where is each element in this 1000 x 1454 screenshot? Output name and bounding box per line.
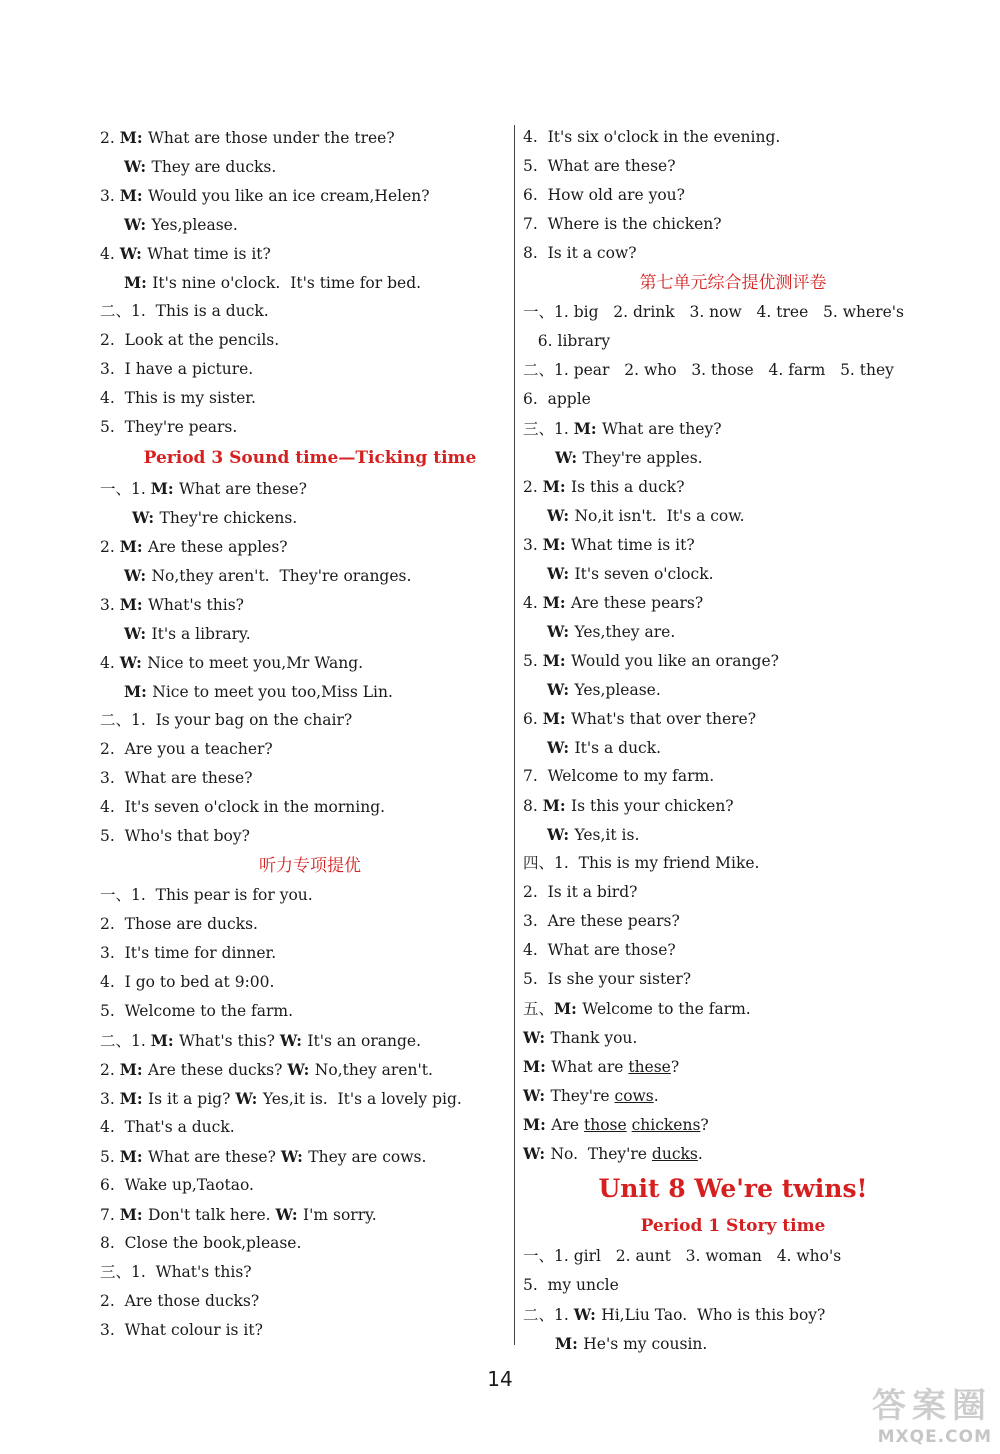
- answer-number: 一、1. girl 2. aunt 3. woman 4. who's: [523, 1247, 842, 1265]
- answer-text: What are: [551, 1058, 629, 1076]
- speaker-label: W:: [124, 624, 152, 643]
- answer-line: [100, 503, 520, 532]
- page-number: 14: [487, 1367, 513, 1391]
- answer-number: 5. Who's that boy?: [100, 827, 250, 845]
- answer-line: [100, 413, 520, 442]
- answer-line: [523, 878, 943, 907]
- underlined-answer: those: [583, 1116, 627, 1134]
- speaker-label: W:: [523, 1028, 551, 1047]
- answer-text: It's an orange.: [307, 1032, 422, 1050]
- answer-line: [100, 474, 520, 503]
- answer-text: No,it isn't. It's a cow.: [574, 507, 745, 525]
- answer-line: [523, 152, 943, 181]
- speaker-label: W:: [124, 157, 152, 176]
- answer-line: [100, 297, 520, 326]
- answer-number: 五、: [523, 1000, 555, 1018]
- answer-text: What time is it?: [571, 536, 695, 554]
- answer-line: [100, 1258, 520, 1287]
- speaker-label: W:: [124, 215, 152, 234]
- answer-number: 4. It's seven o'clock in the morning.: [100, 798, 386, 816]
- answer-number: 4. That's a duck.: [100, 1118, 235, 1136]
- speaker-label: M:: [119, 1060, 148, 1079]
- answer-text: What are these?: [179, 480, 307, 498]
- answer-text: Would you like an ice cream,Helen?: [148, 187, 430, 205]
- speaker-label: M:: [119, 537, 148, 556]
- answer-line: [523, 617, 943, 646]
- speaker-label: M:: [573, 419, 602, 438]
- answer-number: 3. What colour is it?: [100, 1321, 263, 1339]
- answer-number: 2.: [100, 538, 120, 556]
- section-heading: Period 3 Sound time—Ticking time: [143, 448, 477, 468]
- answer-line: [523, 1081, 943, 1110]
- answer-number: 3.: [100, 187, 120, 205]
- answer-line: [523, 356, 943, 385]
- answer-number: 二、1.: [100, 1032, 151, 1050]
- answer-number: 三、1. What's this?: [100, 1263, 252, 1281]
- speaker-label: W:: [287, 1060, 315, 1079]
- answer-number: 3. What are these?: [100, 769, 253, 787]
- answer-line: [100, 968, 520, 997]
- answer-text: They're chickens.: [159, 509, 298, 527]
- speaker-label: M:: [523, 1115, 552, 1134]
- speaker-label: M:: [542, 593, 571, 612]
- answer-number: 8. Is it a cow?: [523, 244, 637, 262]
- answer-number: 5. my uncle: [523, 1276, 619, 1294]
- answer-number: 7. Welcome to my farm.: [523, 767, 715, 785]
- answer-text: He's my cousin.: [583, 1335, 708, 1353]
- answer-line: [523, 1023, 943, 1052]
- answer-text: Don't talk here.: [148, 1206, 276, 1224]
- answer-text: Nice to meet you,Mr Wang.: [147, 654, 364, 672]
- answer-number: 4.: [100, 654, 120, 672]
- underlined-answer: ducks: [651, 1145, 698, 1163]
- answer-line: [523, 965, 943, 994]
- answer-number: 2. Are you a teacher?: [100, 740, 273, 758]
- answer-line: [100, 268, 520, 297]
- answer-line: [100, 1200, 520, 1229]
- answer-number: 6.: [523, 710, 543, 728]
- answer-text: Is this a duck?: [571, 478, 685, 496]
- speaker-label: W:: [547, 680, 575, 699]
- speaker-label: W:: [547, 564, 575, 583]
- answer-line: [523, 1139, 943, 1168]
- answer-line: [100, 1084, 520, 1113]
- answer-number: 四、1. This is my friend Mike.: [523, 854, 760, 872]
- speaker-label: W:: [523, 1086, 551, 1105]
- speaker-label: W:: [235, 1089, 263, 1108]
- answer-number: 2.: [100, 129, 120, 147]
- answer-line: [100, 997, 520, 1026]
- answer-text: It's a library.: [151, 625, 251, 643]
- answer-line: [523, 501, 943, 530]
- speaker-label: M:: [542, 535, 571, 554]
- answer-line: [100, 939, 520, 968]
- speaker-label: W:: [547, 825, 575, 844]
- answer-line: [100, 1316, 520, 1345]
- speaker-label: M:: [119, 595, 148, 614]
- answer-line: [523, 704, 943, 733]
- answer-line: [100, 1113, 520, 1142]
- answer-line: [523, 210, 943, 239]
- answer-number: 7.: [100, 1206, 120, 1224]
- answer-line: [100, 561, 520, 590]
- answer-number: 2. Are those ducks?: [100, 1292, 260, 1310]
- answer-line: [523, 1271, 943, 1300]
- speaker-label: M:: [542, 477, 571, 496]
- underlined-answer: chickens: [631, 1116, 701, 1134]
- answer-line: [523, 443, 943, 472]
- answer-line: [523, 1242, 943, 1271]
- speaker-label: W:: [119, 653, 148, 672]
- answer-text: ?: [670, 1058, 680, 1076]
- watermark-top: 答案圈: [872, 1386, 992, 1426]
- speaker-label: M:: [119, 1205, 148, 1224]
- right-column: [523, 123, 943, 1358]
- answer-line: [100, 764, 520, 793]
- answer-text: Would you like an orange?: [571, 652, 779, 670]
- answer-number: 2.: [523, 478, 543, 496]
- answer-number: 2. Those are ducks.: [100, 915, 258, 933]
- answer-number: 6. apple: [523, 390, 591, 408]
- answer-text: Are these pears?: [571, 594, 704, 612]
- answer-line: [523, 1110, 943, 1139]
- answer-line: [100, 1142, 520, 1171]
- speaker-label: M:: [150, 479, 179, 498]
- answer-line: [523, 907, 943, 936]
- answer-text: It's seven o'clock.: [574, 565, 714, 583]
- answer-line: [523, 762, 943, 791]
- answer-text: They're: [550, 1087, 615, 1105]
- speaker-label: W:: [555, 448, 583, 467]
- answer-text: They're apples.: [582, 449, 703, 467]
- answer-number: 二、1. This is a duck.: [100, 302, 269, 320]
- speaker-label: M:: [124, 273, 153, 292]
- answer-text: What are these?: [148, 1148, 281, 1166]
- answer-line: [523, 936, 943, 965]
- speaker-label: W:: [132, 508, 160, 527]
- answer-line: [523, 414, 943, 443]
- answer-line: [523, 791, 943, 820]
- answer-text: What are they?: [602, 420, 722, 438]
- answer-text: Yes,they are.: [574, 623, 676, 641]
- answer-text: Yes,please.: [574, 681, 661, 699]
- answer-number: 3.: [100, 1090, 120, 1108]
- answer-number: 7. Where is the chicken?: [523, 215, 722, 233]
- answer-line: [100, 1171, 520, 1200]
- answer-number: 一、1. This pear is for you.: [100, 886, 313, 904]
- answer-text: Is this your chicken?: [571, 797, 734, 815]
- answer-number: 一、1.: [100, 480, 151, 498]
- answer-line: [523, 994, 943, 1023]
- speaker-label: W:: [275, 1205, 303, 1224]
- answer-line: [523, 849, 943, 878]
- speaker-label: W:: [547, 738, 575, 757]
- answer-number: 5.: [523, 652, 543, 670]
- answer-number: 二、1. pear 2. who 3. those 4. farm 5. they: [523, 361, 894, 379]
- answer-number: 4. I go to bed at 9:00.: [100, 973, 275, 991]
- answer-text: No. They're: [550, 1145, 652, 1163]
- answer-line: [100, 1287, 520, 1316]
- speaker-label: W:: [124, 566, 152, 585]
- answer-line: [100, 1026, 520, 1055]
- answer-line: [523, 181, 943, 210]
- answer-line: [100, 355, 520, 384]
- answer-line: [100, 822, 520, 851]
- answer-number: 4.: [100, 245, 120, 263]
- answer-text: It's a duck.: [574, 739, 662, 757]
- column-divider: [514, 125, 515, 1345]
- answer-text: Yes,please.: [151, 216, 238, 234]
- answer-line: [100, 619, 520, 648]
- answer-number: 5.: [100, 1148, 120, 1166]
- answer-line: [523, 298, 943, 327]
- answer-line: [100, 123, 520, 152]
- answer-line: [523, 472, 943, 501]
- answer-line: [523, 559, 943, 588]
- speaker-label: M:: [119, 186, 148, 205]
- answer-number: 一、1. big 2. drink 3. now 4. tree 5. where's: [523, 303, 904, 321]
- answer-number: 4. This is my sister.: [100, 389, 256, 407]
- section-heading: 第七单元综合提优测评卷: [639, 273, 827, 293]
- answer-text: What time is it?: [147, 245, 271, 263]
- speaker-label: M:: [119, 1147, 148, 1166]
- answer-line: [523, 123, 943, 152]
- answer-line: [523, 327, 943, 356]
- answer-text: Yes,it is. It's a lovely pig.: [262, 1090, 462, 1108]
- answer-number: 4.: [523, 594, 543, 612]
- answer-number: 二、1.: [523, 1306, 574, 1324]
- answer-text: .: [653, 1087, 659, 1105]
- answer-line: [523, 820, 943, 849]
- answer-number: 3.: [100, 596, 120, 614]
- section-heading: Period 1 Story time: [640, 1216, 826, 1236]
- answer-number: 5. Is she your sister?: [523, 970, 692, 988]
- underlined-answer: cows: [614, 1087, 654, 1105]
- left-column: [100, 123, 520, 1345]
- answer-number: 2. Is it a bird?: [523, 883, 638, 901]
- answer-line: [100, 326, 520, 355]
- answer-text: No,they aren't. They're oranges.: [151, 567, 412, 585]
- answer-number: 8.: [523, 797, 543, 815]
- answer-line: [100, 793, 520, 822]
- section-heading: 听力专项提优: [259, 856, 361, 876]
- speaker-label: M:: [542, 796, 571, 815]
- answer-line: [523, 588, 943, 617]
- answer-line: [523, 530, 943, 559]
- answer-number: 4. What are those?: [523, 941, 676, 959]
- answer-text: Is it a pig?: [148, 1090, 236, 1108]
- unit-title: Unit 8 We're twins!: [598, 1174, 868, 1203]
- answer-number: 3.: [523, 536, 543, 554]
- answer-line: [523, 239, 943, 268]
- answer-text: ?: [700, 1116, 709, 1134]
- answer-text: What's this?: [148, 596, 244, 614]
- speaker-label: W:: [523, 1144, 551, 1163]
- answer-number: 5. Welcome to the farm.: [100, 1002, 294, 1020]
- answer-text: What's this?: [179, 1032, 280, 1050]
- answer-text: It's nine o'clock. It's time for bed.: [152, 274, 422, 292]
- watermark-logo: [802, 1378, 992, 1448]
- speaker-label: M:: [554, 999, 583, 1018]
- speaker-label: W:: [280, 1147, 309, 1166]
- answer-line: [100, 648, 520, 677]
- speaker-label: M:: [542, 651, 571, 670]
- speaker-label: M:: [555, 1334, 584, 1353]
- answer-text: Yes,it is.: [574, 826, 640, 844]
- answer-line: [523, 1329, 943, 1358]
- answer-text: Are these apples?: [148, 538, 288, 556]
- answer-number: 2. Look at the pencils.: [100, 331, 280, 349]
- speaker-label: W:: [573, 1305, 602, 1324]
- speaker-label: W:: [119, 244, 148, 263]
- answer-line: [100, 910, 520, 939]
- answer-line: [100, 181, 520, 210]
- answer-text: .: [697, 1145, 703, 1163]
- answer-line: [100, 239, 520, 268]
- answer-text: Thank you.: [550, 1029, 638, 1047]
- answer-text: What's that over there?: [571, 710, 757, 728]
- speaker-label: M:: [523, 1057, 552, 1076]
- answer-line: [100, 881, 520, 910]
- answer-number: 8. Close the book,please.: [100, 1234, 302, 1252]
- answer-text: I'm sorry.: [302, 1206, 377, 1224]
- answer-text: Are these ducks?: [148, 1061, 288, 1079]
- answer-text: Welcome to the farm.: [582, 1000, 751, 1018]
- answer-text: Are: [551, 1116, 584, 1134]
- answer-text: What are those under the tree?: [148, 129, 395, 147]
- answer-line: [100, 706, 520, 735]
- answer-line: [523, 1052, 943, 1081]
- speaker-label: W:: [547, 506, 575, 525]
- answer-number: 5. What are these?: [523, 157, 676, 175]
- answer-number: 3. It's time for dinner.: [100, 944, 277, 962]
- answer-text: Nice to meet you too,Miss Lin.: [152, 683, 393, 701]
- answer-line: [100, 210, 520, 239]
- answer-number: 三、1.: [523, 420, 574, 438]
- answer-number: 3. I have a picture.: [100, 360, 254, 378]
- speaker-label: M:: [119, 128, 148, 147]
- answer-line: [523, 733, 943, 762]
- watermark-bottom: MXQE.COM: [877, 1427, 992, 1447]
- answer-text: Hi,Liu Tao. Who is this boy?: [601, 1306, 826, 1324]
- answer-line: [100, 152, 520, 181]
- answer-number: 6. How old are you?: [523, 186, 685, 204]
- answer-text: They are cows.: [308, 1148, 427, 1166]
- speaker-label: W:: [279, 1031, 308, 1050]
- answer-number: 3. Are these pears?: [523, 912, 680, 930]
- answer-line: [100, 1055, 520, 1084]
- speaker-label: W:: [547, 622, 575, 641]
- underlined-answer: these: [628, 1058, 671, 1076]
- answer-line: [100, 735, 520, 764]
- answer-text: No,they aren't.: [314, 1061, 433, 1079]
- speaker-label: M:: [119, 1089, 148, 1108]
- answer-line: [100, 677, 520, 706]
- answer-number: 2.: [100, 1061, 120, 1079]
- answer-number: 5. They're pears.: [100, 418, 238, 436]
- speaker-label: M:: [542, 709, 571, 728]
- speaker-label: M:: [124, 682, 153, 701]
- answer-text: They are ducks.: [151, 158, 277, 176]
- answer-line: [523, 675, 943, 704]
- answer-line: [100, 590, 520, 619]
- answer-number: 二、1. Is your bag on the chair?: [100, 711, 353, 729]
- answer-number: 4. It's six o'clock in the evening.: [523, 128, 781, 146]
- answer-line: [523, 1300, 943, 1329]
- answer-line: [523, 385, 943, 414]
- answer-line: [100, 384, 520, 413]
- answer-line: [100, 532, 520, 561]
- answer-number: 6. library: [523, 332, 611, 350]
- answer-number: 6. Wake up,Taotao.: [100, 1176, 254, 1194]
- answer-line: [100, 1229, 520, 1258]
- answer-line: [523, 646, 943, 675]
- speaker-label: M:: [150, 1031, 179, 1050]
